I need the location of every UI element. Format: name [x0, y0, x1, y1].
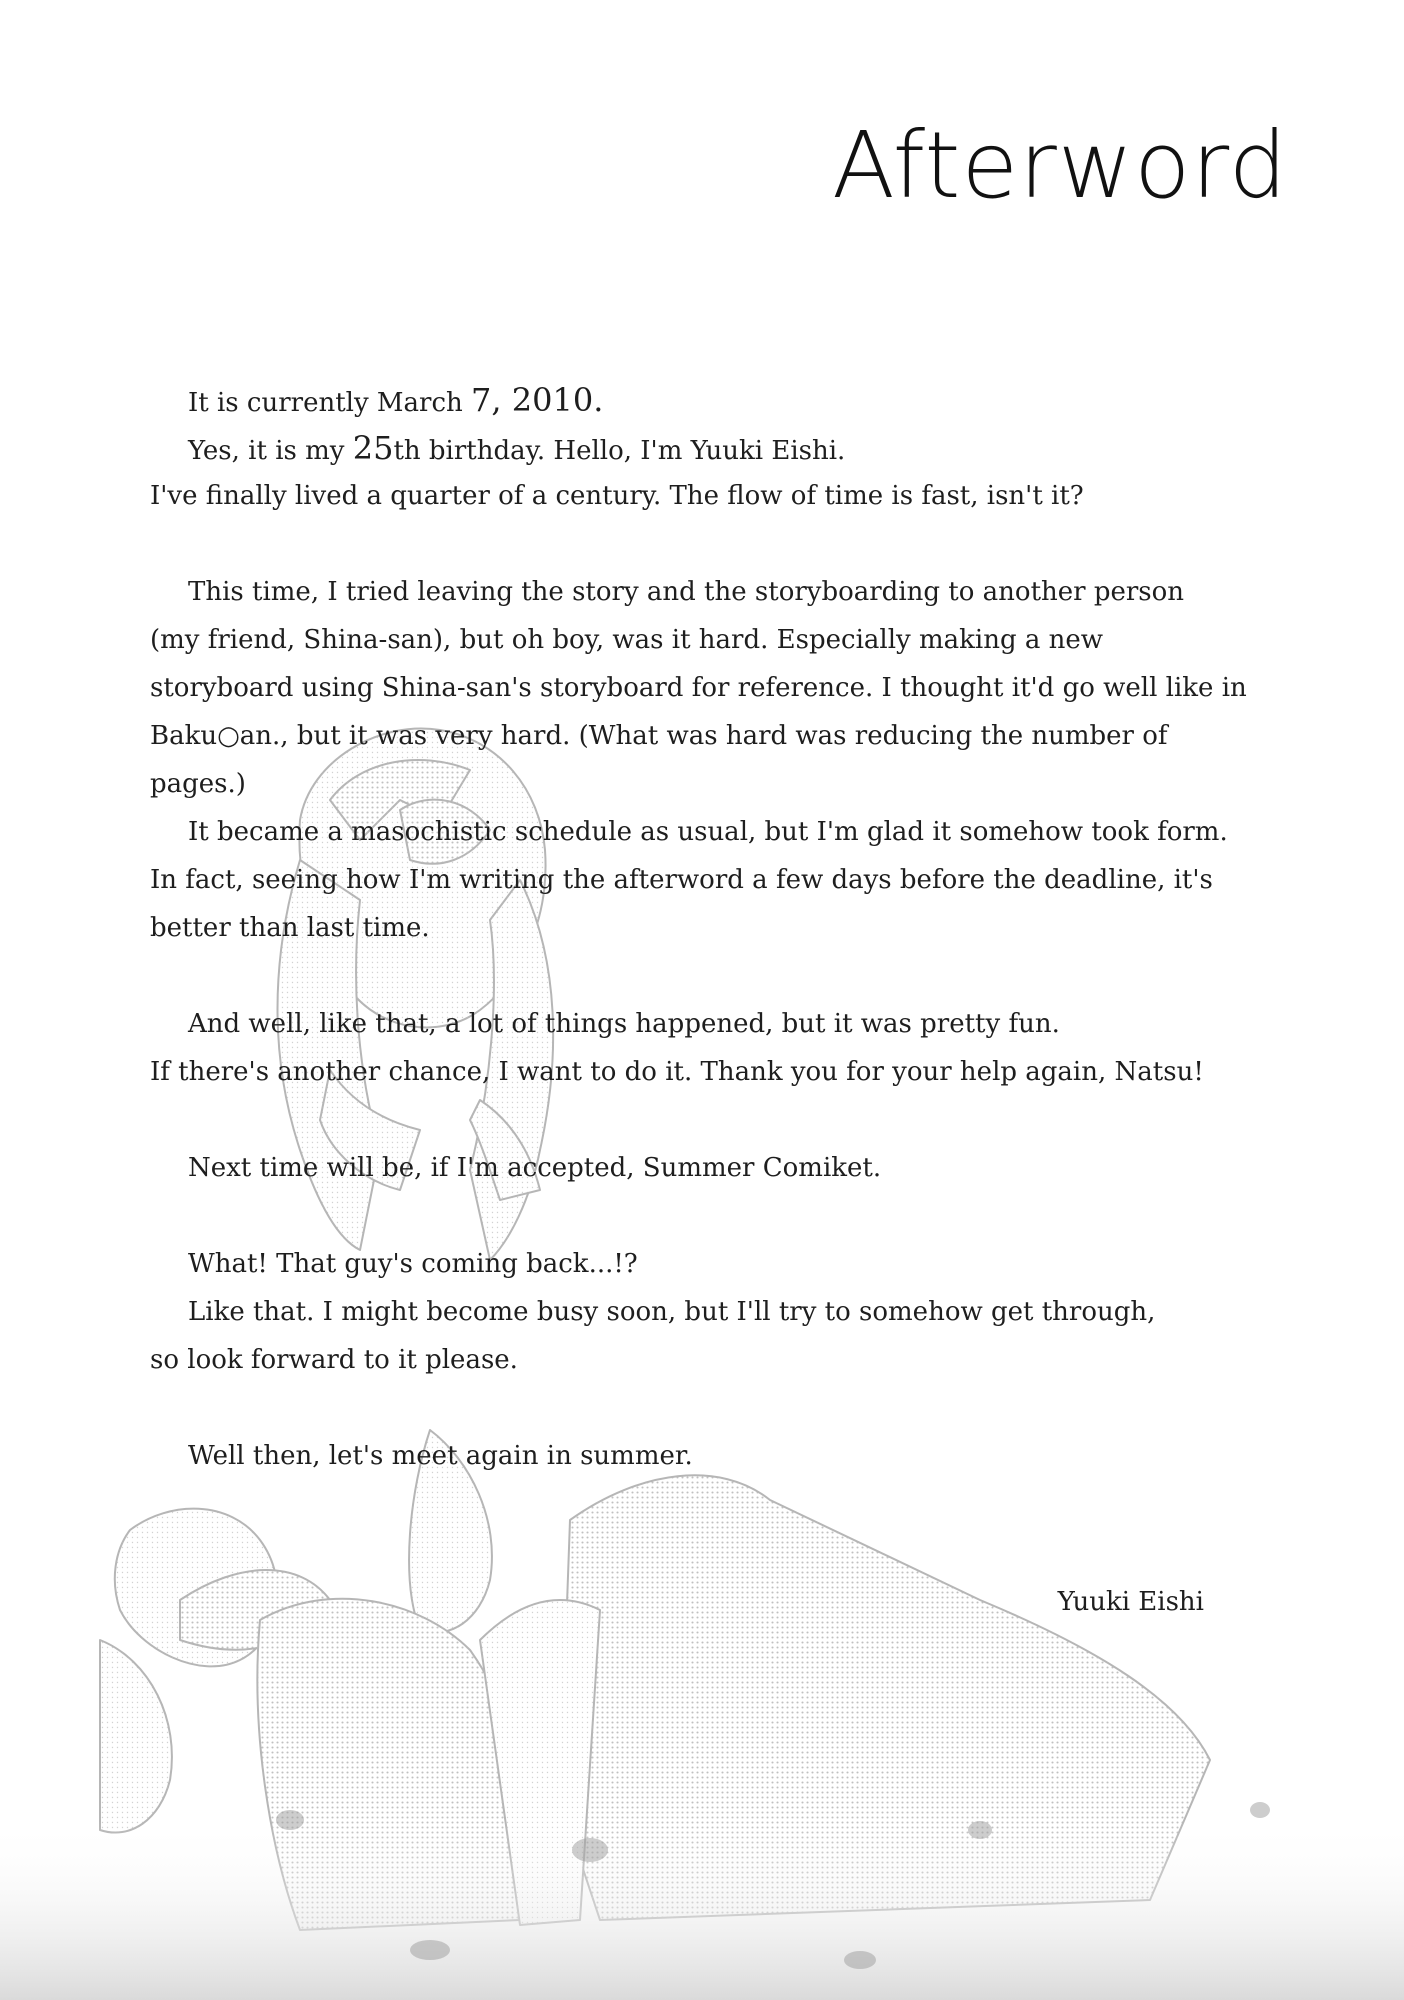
page-title: Afterword: [831, 112, 1288, 219]
date-text: 7, 2010.: [471, 381, 604, 419]
text-line: Next time will be, if I'm accepted, Summer Comiket.: [188, 1153, 882, 1183]
text-line: [150, 424, 1230, 472]
text-line: And well, like that, a lot of things happened, but it was pretty fun.: [188, 1009, 1060, 1039]
text-line: storyboard using Shina-san's storyboard for reference. I thought it'd go well like in: [150, 673, 1247, 703]
text-line: Like that. I might become busy soon, but I'll try to somehow get through,: [188, 1297, 1156, 1327]
text-line: I've finally lived a quarter of a century. The flow of time is fast, isn't it?: [150, 481, 1084, 511]
blank-line: [150, 1096, 1230, 1144]
text-span: Yes, it is my: [188, 436, 353, 466]
text-line: so look forward to it please.: [150, 1345, 518, 1375]
blank-line: [150, 952, 1230, 1000]
text-span: th birthday. Hello, I'm Yuuki Eishi.: [393, 436, 846, 466]
afterword-body: [150, 376, 1247, 1480]
text-line: Baku○an., but it was very hard. (What was hard was reducing the number of: [150, 721, 1168, 751]
paragraph: [150, 1144, 1230, 1192]
blank-line: [150, 1192, 1230, 1240]
text-line: It became a masochistic schedule as usual, but I'm glad it somehow took form.: [188, 817, 1228, 847]
paragraph: [150, 1000, 1230, 1096]
text-line: Well then, let's meet again in summer.: [188, 1441, 693, 1471]
blank-line: [150, 1384, 1230, 1432]
text-line: pages.): [150, 769, 246, 799]
paragraph: [150, 376, 1230, 520]
paragraph: [150, 1432, 1230, 1480]
text-line: better than last time.: [150, 913, 430, 943]
text-line: (my friend, Shina-san), but oh boy, was it hard. Especially making a new: [150, 625, 1103, 655]
text-line: What! That guy's coming back...!?: [188, 1249, 638, 1279]
paragraph: [150, 568, 1247, 952]
text-line: If there's another chance, I want to do it. Thank you for your help again, Natsu!: [150, 1057, 1204, 1087]
text-line: This time, I tried leaving the story and the storyboarding to another person: [188, 577, 1185, 607]
age-number: 25: [352, 429, 394, 467]
paragraph: [150, 1240, 1230, 1384]
blank-line: [150, 520, 1230, 568]
text-span: It is currently March: [188, 388, 472, 418]
text-line: [150, 376, 1230, 424]
text-line: In fact, seeing how I'm writing the afterword a few days before the deadline, it's: [150, 865, 1213, 895]
author-signature: Yuuki Eishi: [1057, 1587, 1204, 1617]
